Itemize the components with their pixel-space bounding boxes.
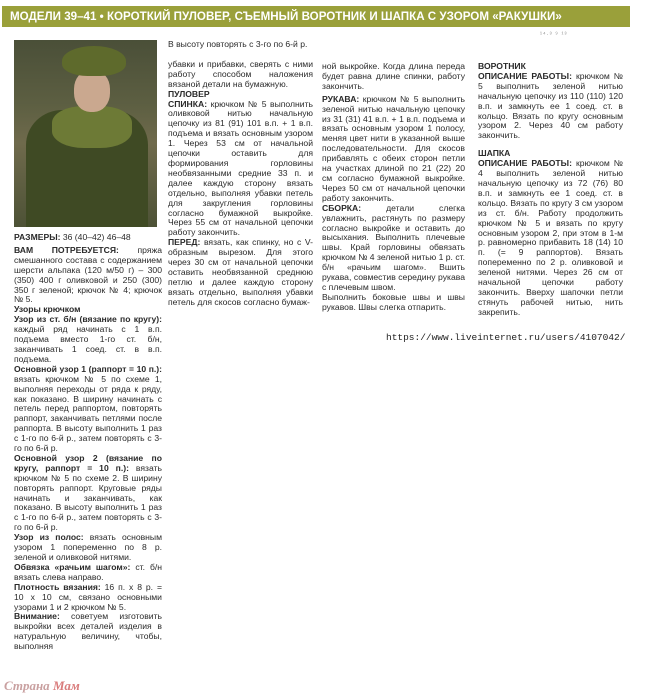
main-pattern-1-text: вязать крючком № 5 по схеме 1, выполняя переходы от ряда к ряду, как показано. В ширину начинать с петель перед раппортом, повторять раппорт, заканчивать петлями после раппорта. В высоту выполнить 1 раз с 1-го по 6-й р., затем повторять с 3-го по 6-й р. <box>14 373 162 454</box>
main-pattern-2-label: Основной узор 2 (вязание по кругу, раппорт = 10 п.): <box>14 452 162 473</box>
assembly-text: детали слегка увлажнить, растянуть по размеру согласно выкройке и оставить до высыхания. Выполнить плечевые швы. Край горловины обвязать крючком № 4 зеленой нитью 1 р. ст. б/н «рачьим шагом». Вшить рукава, совместив середину рукава с плечевым швом. <box>322 202 466 292</box>
sizes-label: РАЗМЕРЫ: <box>14 232 61 242</box>
front-text: вязать, как спинку, но с V-образным вырезом. Для этого через 30 см от начальной цепочки оставить необвязанной среднюю петлю и далее каждую сторону вязать отдельно, выполняя убавки петель для скосов согласно бумаж- <box>168 237 313 307</box>
need-label: ВАМ ПОТРЕБУЕТСЯ: <box>14 244 119 255</box>
logo-part-2: Мам <box>52 678 80 693</box>
stripes-text: вязать основным узором 1 попеременно по 8 р. зеленой и оливковой нитями. <box>14 532 162 562</box>
stripes-label: Узор из полос: <box>14 532 84 543</box>
hat-desc-text: крючком № 4 выполнить зеленой нитью начальную цепочку из 72 (76) 80 в.п. и замкнуть ее 1 соед. ст. в кольцо. Вязать по кругу 3 см узором из ст. б/н. Работу продолжить крючком № 5 и вязать по кругу основным узором 2, при этом в 1-м р. равномерно прибавить 18 (14) 10 п. (= 9 раппортов). Вязать попеременно по 2 р. оливковой и зеленой нитями. Через 26 см от начальной цепочки работу закончить. Вверху шапочки петли стянуть рабочей нитью, нить закрепить. <box>478 158 623 317</box>
column-1 <box>14 233 162 652</box>
logo-part-1: Страна <box>4 678 53 693</box>
attention-text: советуем изготовить выкройки всех деталей изделия в натуральную величину, чтобы, выполняя <box>14 611 162 652</box>
collar-desc-text: крючком № 5 выполнить зеленой нитью начальную цепочку из 110 (110) 120 в.п. и замкнуть ее 1 соед. ст. в кольцо. Вязать по кругу основным узором 2. Через 40 см работу закончить. <box>478 70 623 141</box>
hat-desc-label: ОПИСАНИЕ РАБОТЫ: <box>478 158 572 169</box>
front-label: ПЕРЕД: <box>168 237 201 248</box>
hat-heading: ШАПКА <box>478 148 511 159</box>
attention-label: Внимание: <box>14 611 60 622</box>
header-small-numbers: ¹⁴·³ ⁹ ¹³ <box>540 32 568 38</box>
photo-hat-shape <box>62 46 126 76</box>
back-label: СПИНКА: <box>168 98 208 109</box>
sleeves-label: РУКАВА: <box>322 93 360 104</box>
main-pattern-2-text: вязать крючком № 5 по схеме 2. В ширину повторять раппорт. Круговые ряды начинать и заканчивать, как показано. В высоту выполнить 1 раз с 1-го по 6-й р., затем повторять с 3-го по 6-й р. <box>14 462 162 533</box>
crab-stitch-text: ст. б/н вязать слева направо. <box>14 561 163 582</box>
finish-text: Выполнить боковые швы и швы рукавов. Швы слегка отпарить. <box>322 291 465 312</box>
back-text: крючком № 5 выполнить оливковой нитью начальную цепочку из 81 (91) 101 в.п. + 1 в.п. подъема и вязать основным узором 1. Через 53 см от начальной цепочки оставить для формирования горловины необвязанными средние 33 п. и далее каждую сторону вязать отдельно, выполняя убавки петель для закругления горловины согласно бумажной выкройке. Через 55 см от начальной цепочки работу закончить. <box>168 98 313 238</box>
knitted-model-photo <box>14 40 157 227</box>
sc-pattern-label: Узор из ст. б/н (вязание по кругу): <box>14 314 162 325</box>
sleeves-text: крючком № 5 выполнить зеленой нитью начальную цепочку из 31 (31) 41 в.п. + 1 в.п. подъема и вязать основным узором 1 полосу, меняя цвет нити в указанной выше последовательности. Для скосов прибавлять с обеих сторон петли на участках длиной по 21 (22) 20 см согласно бумажной выкройке. Через 50 см от начальной цепочки работу закончить. <box>322 93 465 203</box>
sizes-text: 36 (40–42) 46–48 <box>60 232 131 242</box>
density-label: Плотность вязания: <box>14 581 101 592</box>
collar-heading: ВОРОТНИК <box>478 61 526 71</box>
need-text: пряжа смешанного состава с содержанием шерсти альпака (120 м/50 г) – 300 (350) 400 г оливковой и 250 (300) 350 г зеленой; крючок № 4; крючок № 5. <box>14 244 163 305</box>
col2-continuation-top: В высоту повторять с 3-го по 6-й р. <box>168 39 308 49</box>
col3-continuation: ной выкройке. Когда длина переда будет равна длине спинки, работу закончить. <box>322 61 465 91</box>
crab-stitch-label: Обвязка «рачьим шагом»: <box>14 561 131 572</box>
column-3 <box>322 62 465 313</box>
pullover-heading: ПУЛОВЕР <box>168 88 210 99</box>
assembly-label: СБОРКА: <box>322 202 362 213</box>
col2-continuation: убавки и прибавки, сверять с ними работу способом наложения вязаной детали на бумажную. <box>168 58 313 89</box>
watermark-url-link[interactable]: https://www.liveinternet.ru/users/4107042/ <box>386 332 626 343</box>
page-header-banner: МОДЕЛИ 39–41 • КОРОТКИЙ ПУЛОВЕР, СЪЕМНЫЙ ВОРОТНИК И ШАПКА С УЗОРОМ «РАКУШКИ» <box>2 6 630 27</box>
photo-collar-shape <box>52 106 132 148</box>
density-text: 16 п. х 8 р. = 10 х 10 см, связано основными узорами 1 и 2 крючком № 5. <box>14 581 162 612</box>
main-pattern-1-label: Основной узор 1 (раппорт = 10 п.): <box>14 363 162 374</box>
sc-pattern-text: каждый ряд начинать с 1 в.п. подъема вместо 1-го ст. б/н, заканчивать 1 соед. ст. в в.п. подъема. <box>14 324 162 364</box>
collar-desc-label: ОПИСАНИЕ РАБОТЫ: <box>478 70 572 81</box>
strana-mam-logo <box>4 678 80 694</box>
crochet-patterns-heading: Узоры крючком <box>14 304 81 315</box>
column-4 <box>478 62 623 318</box>
photo-face-shape <box>74 70 110 112</box>
column-2 <box>168 40 313 308</box>
